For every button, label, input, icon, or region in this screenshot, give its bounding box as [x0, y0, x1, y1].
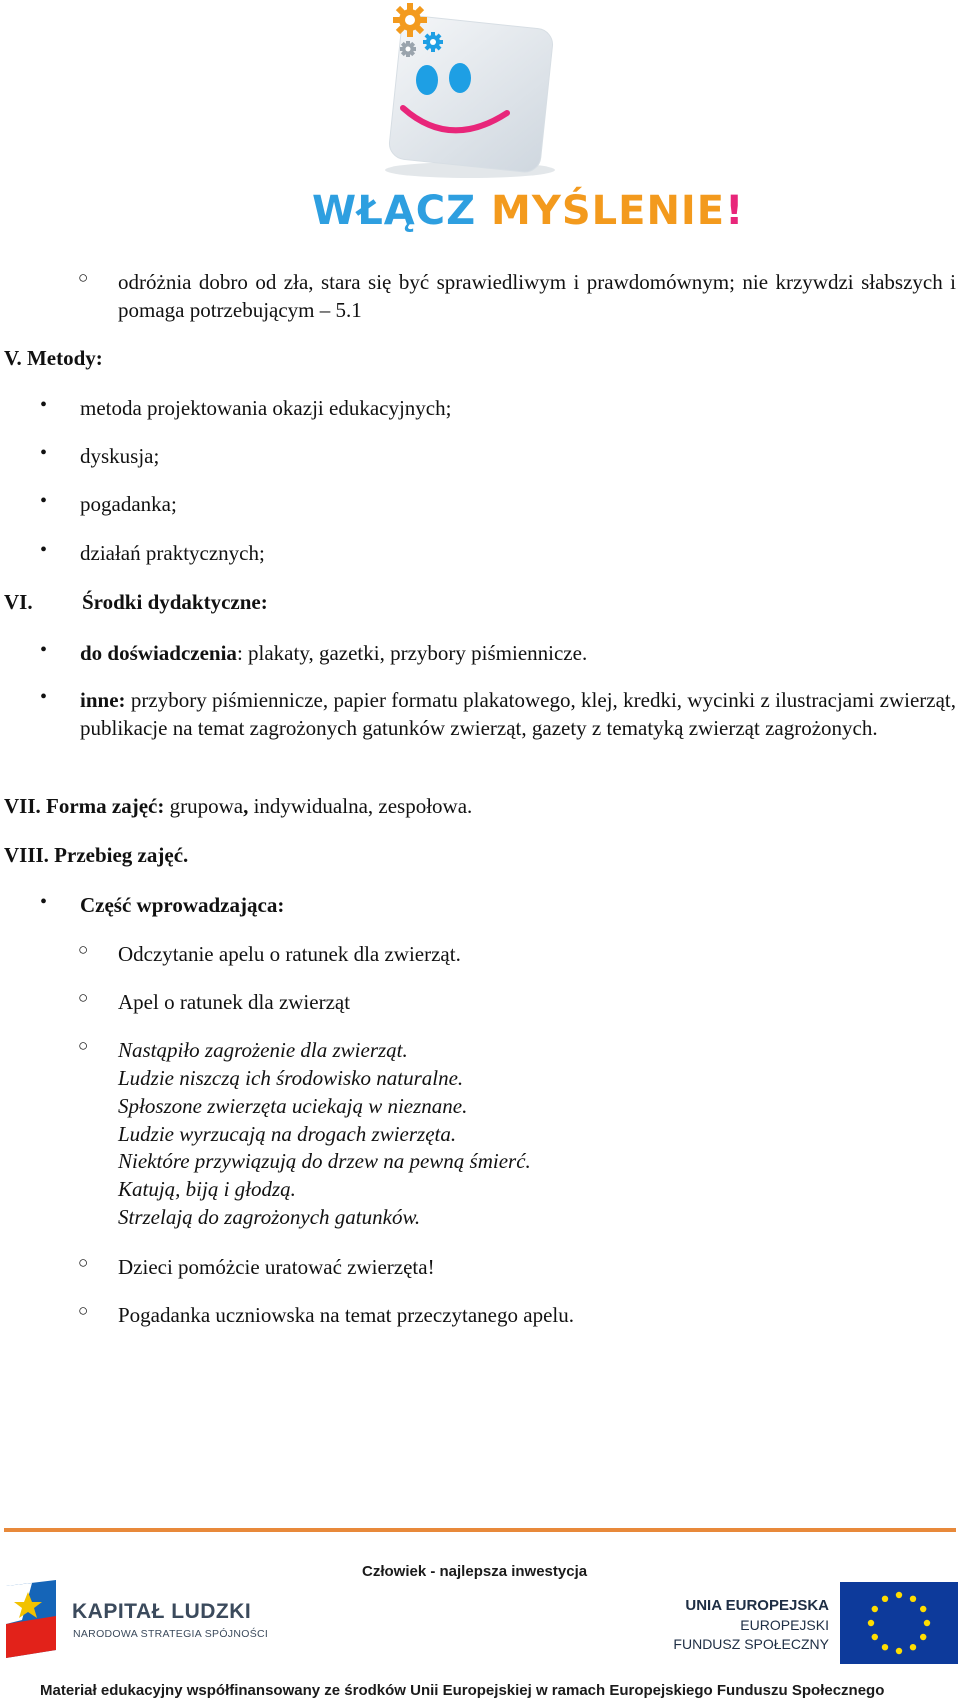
eu-flag-icon — [840, 1582, 958, 1664]
section-methods-heading: V. Metody: — [4, 346, 103, 370]
section-aids-numeral: VI. — [4, 590, 33, 614]
poem-line: Ludzie wyrzucają na drogach zwierzęta. — [118, 1122, 457, 1146]
poem-line: Strzelają do zagrożonych gatunków. — [118, 1205, 421, 1229]
bullet-icon: • — [40, 539, 48, 561]
bullet-icon: • — [40, 490, 48, 512]
circle-bullet-icon: ○ — [78, 1301, 89, 1320]
bullet-icon: • — [40, 639, 48, 661]
aids-item-experiment: do doświadczenia: plakaty, gazetki, przybory piśmiennicze. — [80, 641, 588, 665]
circle-bullet-icon: ○ — [78, 1253, 89, 1272]
footer-slogan: Człowiek - najlepsza inwestycja — [362, 1563, 588, 1580]
poem-line: Spłoszone zwierzęta uciekają w nieznane. — [118, 1094, 468, 1118]
intro-list-item: odróżnia dobro od zła, stara się być sprawiedliwym i prawdomównym; nie krzywdzi słabszych i pomaga potrzebującym – 5.1 — [118, 270, 956, 322]
section-course-heading: VIII. Przebieg zajęć. — [4, 843, 189, 867]
kapital-ludzki-subtitle: NARODOWA STRATEGIA SPÓJNOŚCI — [73, 1628, 269, 1640]
method-item: metoda projektowania okazji edukacyjnych; — [80, 396, 452, 420]
bullet-icon: • — [40, 442, 48, 464]
eu-label-line2: EUROPEJSKI — [740, 1617, 829, 1633]
bullet-icon: • — [40, 686, 48, 708]
poem-line: Nastąpiło zagrożenie dla zwierząt. — [118, 1038, 408, 1062]
circle-bullet-icon: ○ — [78, 940, 89, 959]
logo-title: WŁĄCZ MYŚLENIE! — [312, 188, 745, 234]
poem-line: Ludzie niszczą ich środowisko naturalne. — [118, 1066, 464, 1090]
method-item: działań praktycznych; — [80, 541, 265, 565]
sub-item: Odczytanie apelu o ratunek dla zwierząt. — [118, 942, 461, 966]
poem-line: Niektóre przywiązują do drzew na pewną śmierć. — [118, 1149, 531, 1173]
circle-bullet-icon: ○ — [78, 1036, 89, 1055]
sub-item: Apel o ratunek dla zwierząt — [118, 990, 351, 1014]
circle-bullet-icon: ○ — [78, 988, 89, 1007]
circle-bullet-icon: ○ — [78, 268, 89, 287]
eu-label-line1: UNIA EUROPEJSKA — [685, 1597, 829, 1614]
kapital-ludzki-logo-icon — [6, 1580, 60, 1662]
kapital-ludzki-title: KAPITAŁ LUDZKI — [72, 1600, 252, 1623]
wlacz-myslenie-logo — [300, 0, 745, 240]
bullet-icon: • — [40, 394, 48, 416]
poem-line: Katują, biją i głodzą. — [118, 1177, 296, 1201]
method-item: pogadanka; — [80, 492, 177, 516]
footer-cofinancing-note: Materiał edukacyjny współfinansowany ze środków Unii Europejskiej w ramach Europejskiego Funduszu Społecznego — [40, 1682, 885, 1699]
method-item: dyskusja; — [80, 444, 160, 468]
aids-item-other: inne: przybory piśmiennicze, papier formatu plakatowego, klej, kredki, wycinki z ilustracjami zwierząt, publikacje na temat zagrożonych gatunków zwierząt, gazety z tematyką zwierząt zagrożonych. — [80, 688, 956, 740]
section-aids-heading: Środki dydaktyczne: — [82, 590, 268, 614]
eu-label-line3: FUNDUSZ SPOŁECZNY — [673, 1636, 829, 1652]
section-form: VII. Forma zajęć: grupowa, indywidualna, zespołowa. — [4, 794, 473, 818]
gear-icon — [390, 0, 480, 70]
footer-divider — [4, 1528, 956, 1532]
sub-item: Dzieci pomóżcie uratować zwierzęta! — [118, 1255, 435, 1279]
sub-item: Pogadanka uczniowska na temat przeczytanego apelu. — [118, 1303, 574, 1327]
part-intro-heading: Część wprowadzająca: — [80, 893, 285, 917]
bullet-icon: • — [40, 891, 48, 913]
